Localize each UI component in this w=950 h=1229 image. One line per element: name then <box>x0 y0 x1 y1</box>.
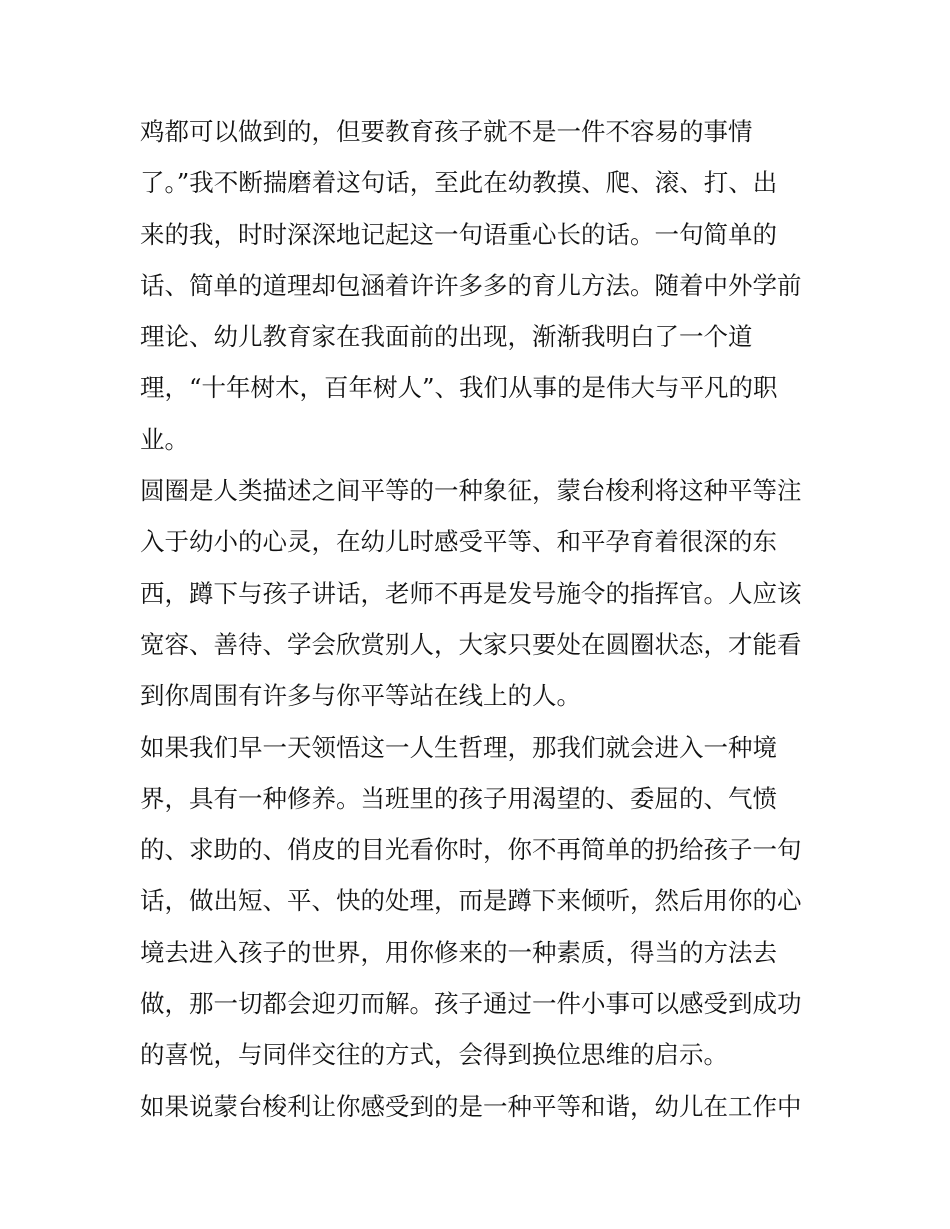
text-line: 做，那一切都会迎刃而解。孩子通过一件小事可以感受到成功 <box>140 989 802 1019</box>
text-line: 到你周围有许多与你平等站在线上的人。 <box>140 681 581 711</box>
text-line: 话，做出短、平、快的处理，而是蹲下来倾听，然后用你的心 <box>140 886 802 916</box>
body-text <box>140 106 830 1132</box>
text-line: 如果我们早一天领悟这一人生哲理，那我们就会进入一种境 <box>140 732 777 762</box>
text-line: 界，具有一种修养。当班里的孩子用渴望的、委屈的、气愤 <box>140 783 777 813</box>
text-line: 理，“十年树木，百年树人”、我们从事的是伟大与平凡的职 <box>140 373 778 403</box>
text-line: 了。”我不断揣磨着这句话，至此在幼教摸、爬、滚、打、出 <box>140 168 778 198</box>
text-line: 来的我，时时深深地记起这一句语重心长的话。一句简单的 <box>140 219 777 249</box>
text-line: 境去进入孩子的世界，用你修来的一种素质，得当的方法去 <box>140 937 777 967</box>
text-line: 西，蹲下与孩子讲话，老师不再是发号施令的指挥官。人应该 <box>140 578 802 608</box>
text-line: 如果说蒙台梭利让你感受到的是一种平等和谐，幼儿在工作中 <box>140 1091 802 1121</box>
text-line: 的、求助的、俏皮的目光看你时，你不再简单的扔给孩子一句 <box>140 835 802 865</box>
text-line: 鸡都可以做到的，但要教育孩子就不是一件不容易的事情 <box>140 117 753 146</box>
text-line: 理论、幼儿教育家在我面前的出现，渐渐我明白了一个道 <box>140 322 753 352</box>
text-line: 业。 <box>140 424 189 454</box>
text-line: 入于幼小的心灵，在幼儿时感受平等、和平孕育着很深的东 <box>140 527 777 557</box>
text-line: 话、简单的道理却包涵着许许多多的育儿方法。随着中外学前 <box>140 270 802 300</box>
text-line: 圆圈是人类描述之间平等的一种象征，蒙台梭利将这种平等注 <box>140 476 802 506</box>
text-line: 的喜悦，与同伴交往的方式，会得到换位思维的启示。 <box>140 1040 728 1070</box>
text-line: 宽容、善待、学会欣赏别人，大家只要处在圆圈状态，才能看 <box>140 629 802 659</box>
